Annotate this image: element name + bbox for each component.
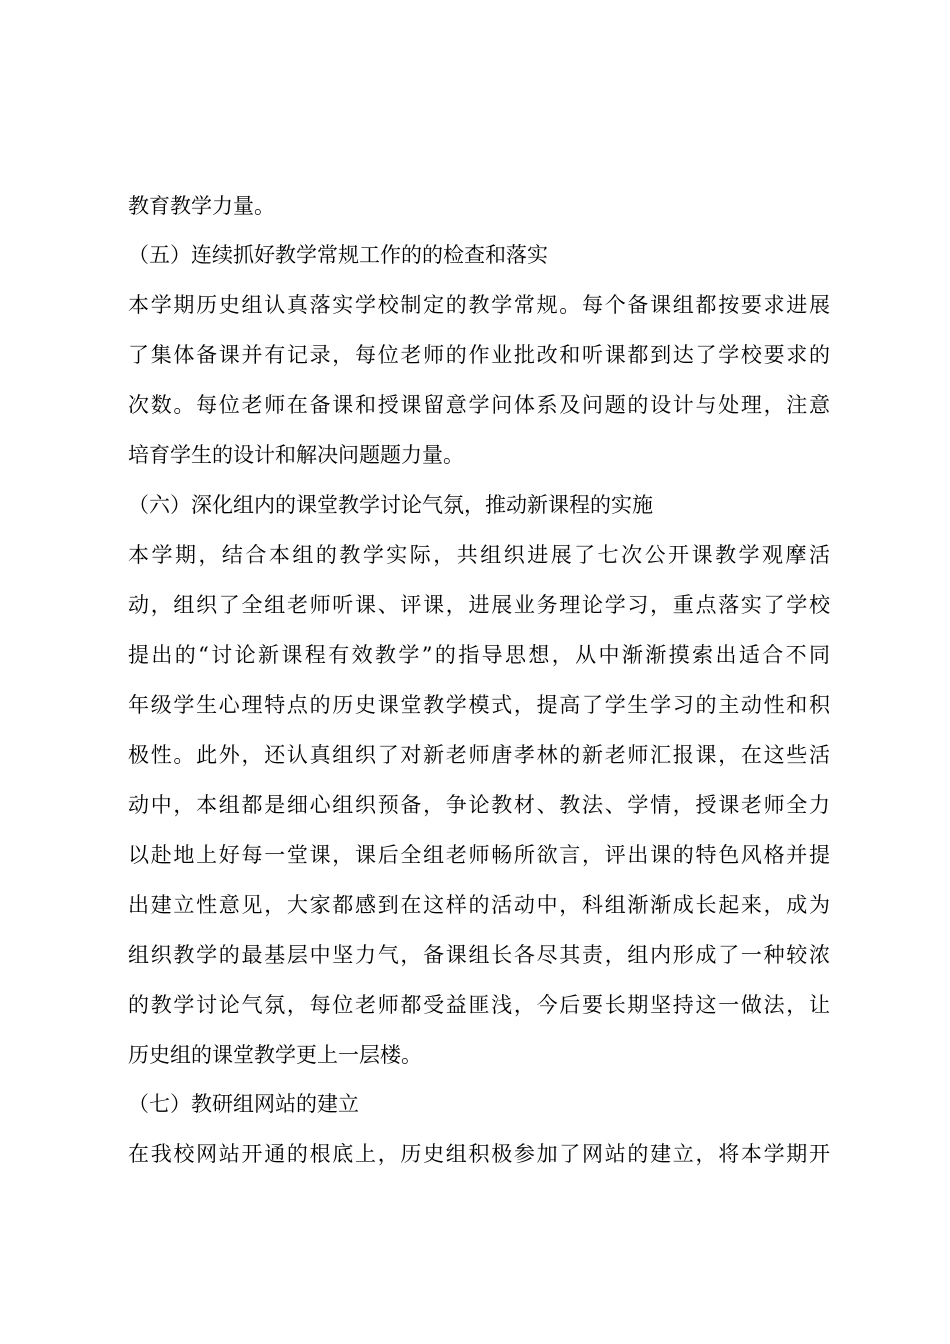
section-heading-7: （七）教研组网站的建立: [128, 1092, 359, 1116]
text-line-6: 培育学生的设计和解决问题题力量。: [128, 443, 464, 467]
text-line-16: 组织教学的最基层中坚力气，备课组长各尽其责，组内形成了一种较浓: [128, 943, 830, 967]
text-line-8: 本学期，结合本组的教学实际，共组织进展了七次公开课教学观摩活: [128, 543, 830, 567]
text-line-13: 动中，本组都是细心组织预备，争论教材、教法、学情，授课老师全力: [128, 793, 830, 817]
text-line-15: 出建立性意见，大家都感到在这样的活动中，科组渐渐成长起来，成为: [128, 893, 830, 917]
section-heading-5: （五）连续抓好教学常规工作的的检查和落实: [128, 243, 548, 267]
text-line-9: 动，组织了全组老师听课、评课，进展业务理论学习，重点落实了学校: [128, 593, 830, 617]
text-line-3: 本学期历史组认真落实学校制定的教学常规。每个备课组都按要求进展: [128, 293, 830, 317]
text-line-17: 的教学讨论气氛，每位老师都受益匪浅，今后要长期坚持这一做法，让: [128, 993, 830, 1017]
text-line-4: 了集体备课并有记录，每位老师的作业批改和听课都到达了学校要求的: [128, 343, 830, 367]
text-line-10: 提出的“讨论新课程有效教学”的指导思想，从中渐渐摸索出适合不同: [128, 643, 830, 667]
text-line-11: 年级学生心理特点的历史课堂教学模式，提高了学生学习的主动性和积: [128, 693, 830, 717]
text-line-1: 教育教学力量。: [128, 194, 275, 218]
text-line-5: 次数。每位老师在备课和授课留意学问体系及问题的设计与处理，注意: [128, 393, 830, 417]
text-line-14: 以赴地上好每一堂课，课后全组老师畅所欲言，评出课的特色风格并提: [128, 843, 830, 867]
text-line-20: 在我校网站开通的根底上，历史组积极参加了网站的建立，将本学期开: [128, 1142, 830, 1166]
text-line-12: 极性。此外，还认真组织了对新老师唐孝林的新老师汇报课，在这些活: [128, 743, 830, 767]
section-heading-6: （六）深化组内的课堂教学讨论气氛，推动新课程的实施: [128, 493, 653, 517]
text-line-18: 历史组的课堂教学更上一层楼。: [128, 1043, 422, 1067]
